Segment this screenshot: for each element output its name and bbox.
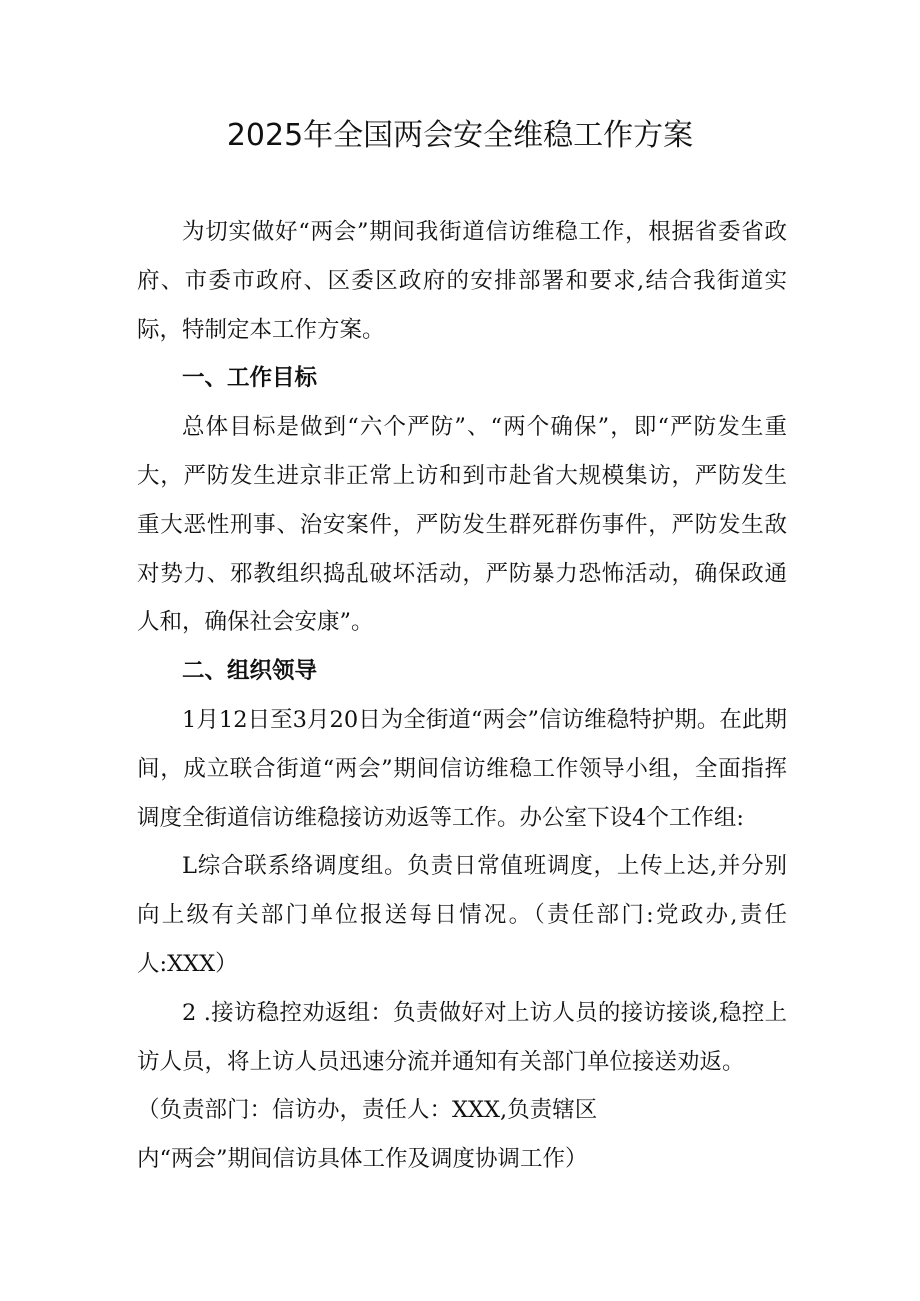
work-group-item-2: 2 .接访稳控劝返组：负责做好对上访人员的接访接谈,稳控上访人员，将上访人员迅速分流并通知有关部门单位接送劝返。 [137,999,787,1075]
intro-paragraph: 为切实做好“两会”期间我街道信访维稳工作，根据省委省政府、市委市政府、区委区政府的安排部署和要求,结合我街道实际，特制定本工作方案。 [137,219,787,343]
work-group-item-2-note-line-2: 内“两会”期间信访具体工作及调度协调工作） [137,1146,588,1173]
document-title: 2025年全国两会安全维稳工作方案 [226,118,694,153]
organization-paragraph: 1月12日至3月20日为全街道“两会”信访维稳特护期。在此期间，成立联合街道“两会”期间信访维稳工作领导小组，全面指挥调度全街道信访维稳接访劝返等工作。办公室下设4个工作组: [137,706,787,831]
work-group-item-1: L综合联系络调度组。负责日常值班调度，上传上达,并分别向上级有关部门单位报送每日情况。（责任部门:党政办,责任人:XXX） [137,853,787,977]
section-heading-goals: 一、工作目标 [182,365,318,392]
document-body [137,208,787,1184]
work-group-item-2-note-line-1: （负责部门：信访办，责任人：XXX,负责辖区 [137,1097,598,1124]
goals-paragraph: 总体目标是做到“六个严防”、“两个确保”，即“严防发生重大，严防发生进京非正常上访和到市赴省大规模集访，严防发生重大恶性刑事、治安案件，严防发生群死群伤事件，严防发生敌对势力、邪教组织捣乱破坏活动，严防暴力恐怖活动，确保政通人和，确保社会安康”。 [137,414,787,636]
section-heading-organization: 二、组织领导 [182,658,318,685]
